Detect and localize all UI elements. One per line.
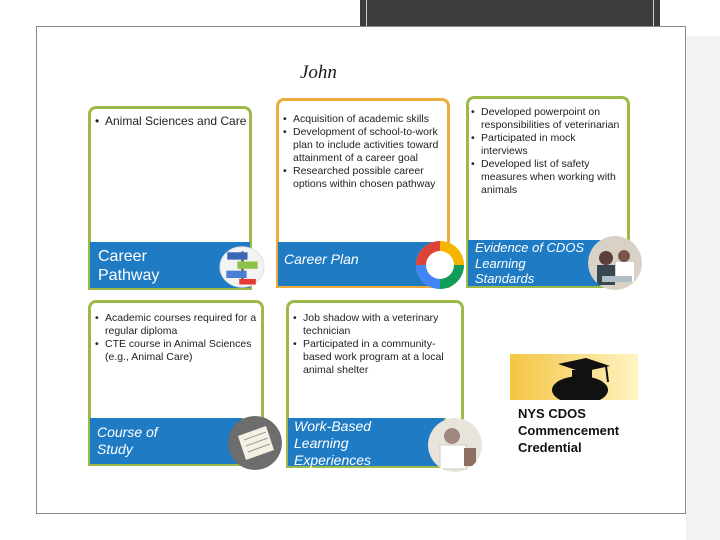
- list-item: • Development of school-to-work plan to include activities toward attainment of a career goal: [283, 126, 443, 165]
- list-item: • Job shadow with a veterinary technician: [293, 312, 457, 338]
- cdos-standards-card: [466, 96, 630, 246]
- work-based-label: Work-Based Learning Experiences: [294, 418, 372, 468]
- career-pathway-list: [95, 115, 249, 128]
- slide-title: John: [300, 62, 337, 83]
- list-item: • Animal Sciences and Care: [95, 115, 249, 128]
- work-based-banner: [286, 418, 446, 468]
- career-plan-list: [283, 113, 443, 191]
- decorative-right-strip: [686, 36, 720, 540]
- career-plan-label: Career Plan: [284, 251, 359, 267]
- career-pathway-card: [88, 106, 252, 248]
- career-planning-wheel-icon: [415, 240, 465, 290]
- list-item: • CTE course in Animal Sciences (e.g., Animal Care): [95, 338, 257, 364]
- graduate-silhouette: [510, 354, 638, 400]
- course-of-study-banner: [88, 418, 244, 466]
- list-item: • Academic courses required for a regular diploma: [95, 312, 257, 338]
- cdos-standards-list: [471, 106, 623, 197]
- course-of-study-card: [88, 300, 264, 424]
- list-item: • Developed powerpoint on responsibilities of veterinarian: [471, 106, 623, 132]
- list-item: • Acquisition of academic skills: [283, 113, 443, 126]
- course-of-study-label: Course of Study: [97, 424, 158, 457]
- career-plan-card: [276, 98, 450, 246]
- career-pathway-label: Career Pathway: [98, 248, 160, 284]
- cdos-standards-label: Evidence of CDOS Learning Standards: [475, 240, 585, 286]
- work-based-list: [293, 312, 457, 377]
- course-of-study-list: [95, 312, 257, 364]
- job-signpost-icon: [217, 244, 267, 290]
- list-item: • Participated in a community-based work program at a local animal shelter: [293, 338, 457, 377]
- work-based-card: [286, 300, 464, 422]
- list-item: • Developed list of safety measures when working with animals: [471, 158, 623, 197]
- list-item: • Researched possible career options within chosen pathway: [283, 165, 443, 191]
- credential-label: NYS CDOS Commencement Credential: [518, 406, 620, 455]
- classroom-photo: [588, 236, 642, 290]
- notebook-photo: [228, 416, 282, 470]
- vet-technician-photo: [428, 418, 482, 472]
- list-item: • Participated in mock interviews: [471, 132, 623, 158]
